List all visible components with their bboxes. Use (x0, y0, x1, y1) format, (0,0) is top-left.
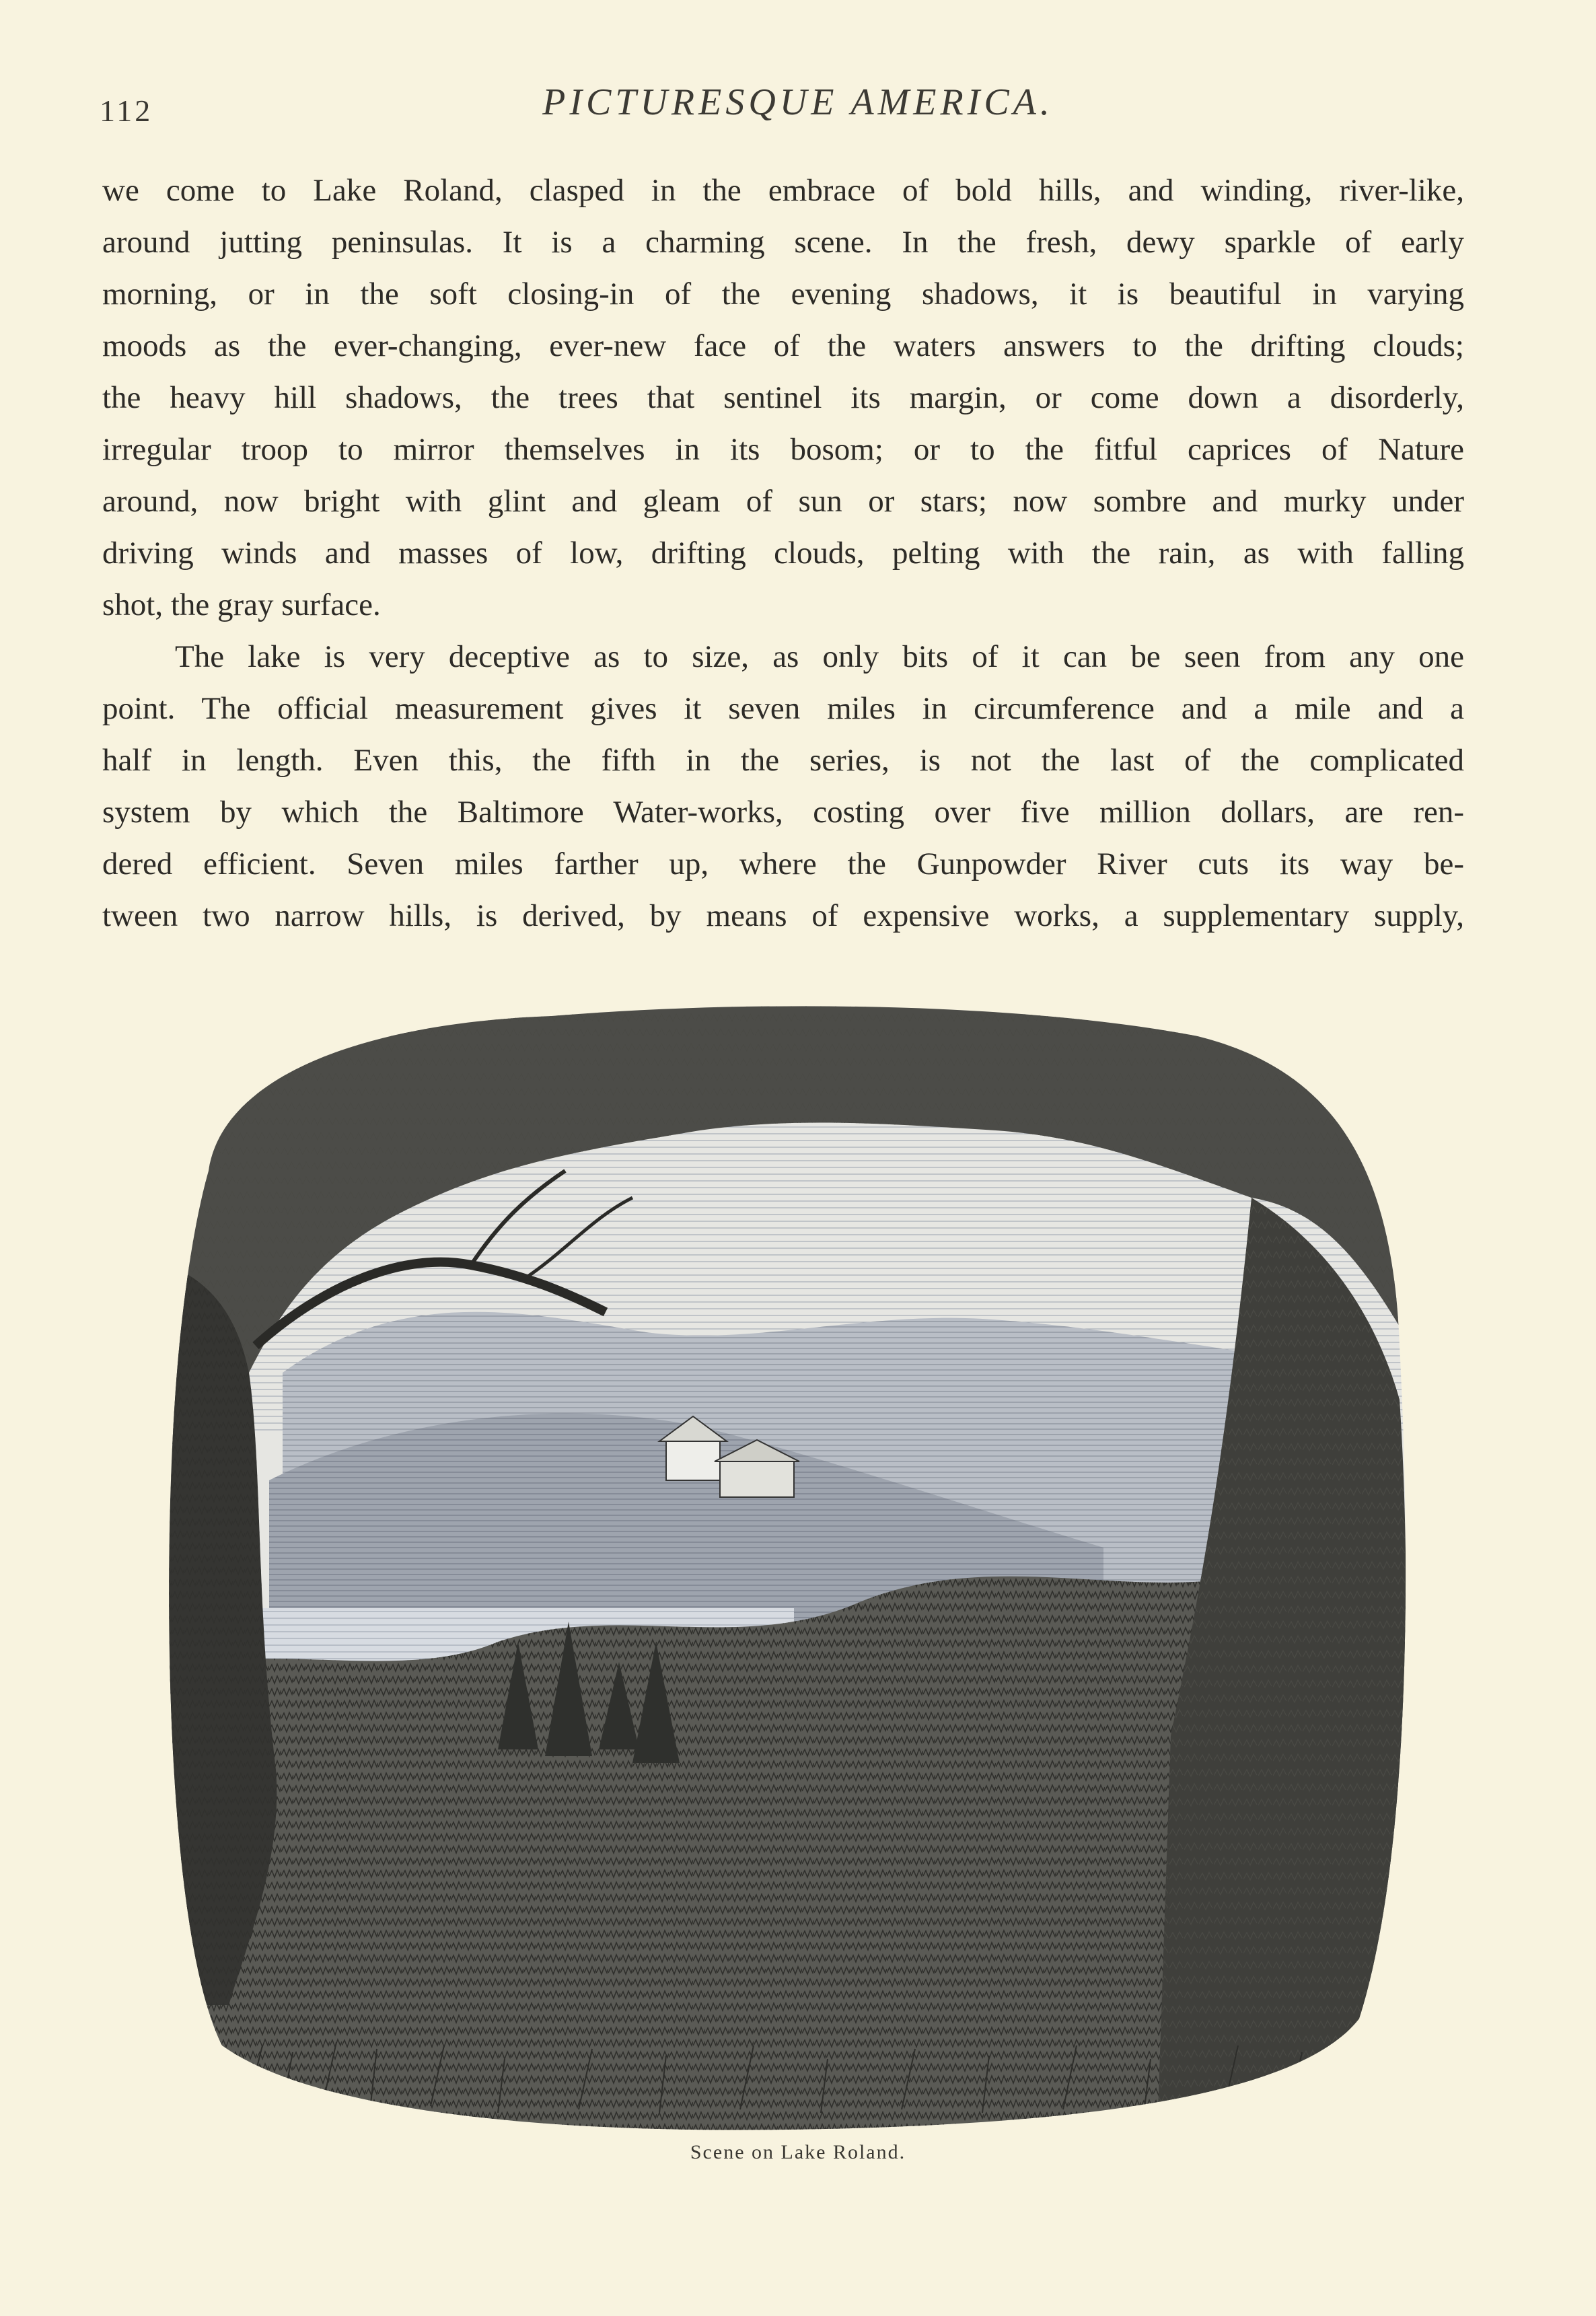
text-line: we come to Lake Roland, clasped in the embrace of bold hills, and winding, river-like, (102, 173, 1464, 208)
text-line: half in length. Even this, the fifth in the series, is not the last of the complicated (102, 743, 1464, 778)
body-text (102, 165, 1464, 942)
text-line: system by which the Baltimore Water-works, costing over five million dollars, are ren- (102, 795, 1464, 830)
text-line: point. The official measurement gives it seven miles in circumference and a mile and a (102, 691, 1464, 726)
paragraph-2 (102, 631, 1464, 942)
text-line: around jutting peninsulas. It is a charming scene. In the fresh, dewy sparkle of early (102, 225, 1464, 260)
paragraph-1 (102, 165, 1464, 631)
text-line: driving winds and masses of low, drifting clouds, pelting with the rain, as with falling (102, 536, 1464, 571)
page-number: 112 (100, 94, 153, 128)
text-line: the heavy hill shadows, the trees that sentinel its margin, or come down a disorderly, (102, 380, 1464, 415)
text-line: morning, or in the soft closing-in of the evening shadows, it is beautiful in varying (102, 277, 1464, 312)
text-line: irregular troop to mirror themselves in its bosom; or to the fitful caprices of Nature (102, 432, 1464, 467)
text-line: The lake is very deceptive as to size, as only bits of it can be seen from any one (175, 639, 1464, 674)
running-title: PICTURESQUE AMERICA. (542, 81, 1054, 123)
text-line: tween two narrow hills, is derived, by means of expensive works, a supplementary supply, (102, 898, 1464, 933)
figure-caption: Scene on Lake Roland. (690, 2141, 906, 2163)
text-line: shot, the gray surface. (102, 587, 381, 622)
text-line: around, now bright with glint and gleam of sun or stars; now sombre and murky under (102, 484, 1464, 519)
text-line: moods as the ever-changing, ever-new face of the waters answers to the drifting clouds; (102, 328, 1464, 363)
text-line: dered efficient. Seven miles farther up, where the Gunpowder River cuts its way be- (102, 846, 1464, 881)
lake-roland-engraving (148, 996, 1426, 2133)
